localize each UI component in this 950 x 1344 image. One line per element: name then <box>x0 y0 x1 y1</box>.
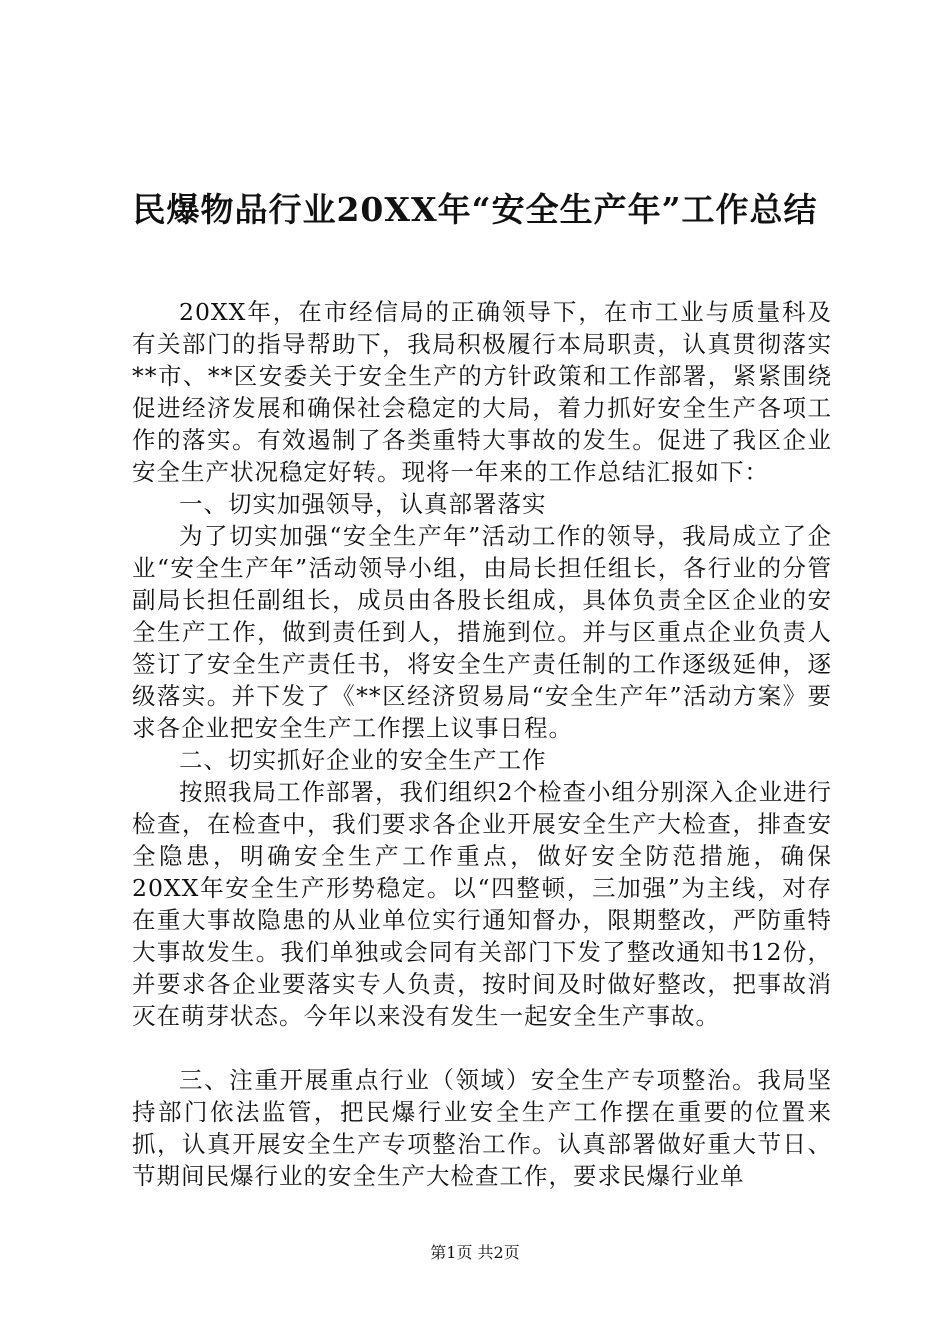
page-footer: 第1页 共2页 <box>430 1243 520 1262</box>
section-heading-2: 二、切实抓好企业的安全生产工作 <box>179 746 547 774</box>
section-1-paragraph: 为了切实加强“安全生产年”活动工作的领导，我局成立了企业“安全生产年”活动领导小组，由局长担任组长，各行业的分管副局长担任副组长，成员由各股长组成，具体负责全区企业的安全生产工作，做到责任到人，措施到位。并与区重点企业负责人签订了安全生产责任书，将安全生产责任制的工作逐级延伸，逐级落实。并下发了《**区经济贸易局“安全生产年”活动方案》要求各企业把安全生产工作摆上议事日程。 <box>132 522 832 742</box>
section-2-paragraph: 按照我局工作部署，我们组织2个检查小组分别深入企业进行检查，在检查中，我们要求各企业开展安全生产大检查，排查安全隐患，明确安全生产工作重点，做好安全防范措施，确保20XX年安全生产形势稳定。以“四整顿，三加强”为主线，对存在重大事故隐患的从业单位实行通知督办，限期整改，严防重特大事故发生。我们单独或会同有关部门下发了整改通知书12份，并要求各企业要落实专人负责，按时间及时做好整改，把事故消灭在萌芽状态。今年以来没有发生一起安全生产事故。 <box>132 778 832 1030</box>
document-title: 民爆物品行业20XX年“安全生产年”工作总结 <box>132 190 818 229</box>
intro-paragraph: 20XX年，在市经信局的正确领导下，在市工业与质量科及有关部门的指导帮助下，我局积极履行本局职责，认真贯彻落实**市、**区安委关于安全生产的方针政策和工作部署，紧紧围绕促进经济发展和确保社会稳定的大局，着力抓好安全生产各项工作的落实。有效遏制了各类重特大事故的发生。促进了我区企业安全生产状况稳定好转。现将一年来的工作总结汇报如下： <box>132 298 832 486</box>
section-3-paragraph: 三、注重开展重点行业（领域）安全生产专项整治。我局坚持部门依法监管，把民爆行业安全生产工作摆在重要的位置来抓，认真开展安全生产专项整治工作。认真部署做好重大节日、节期间民爆行业的安全生产大检查工作，要求民爆行业单 <box>132 1066 832 1190</box>
document-body <box>132 296 832 1192</box>
section-heading-1: 一、切实加强领导，认真部署落实 <box>179 490 547 518</box>
